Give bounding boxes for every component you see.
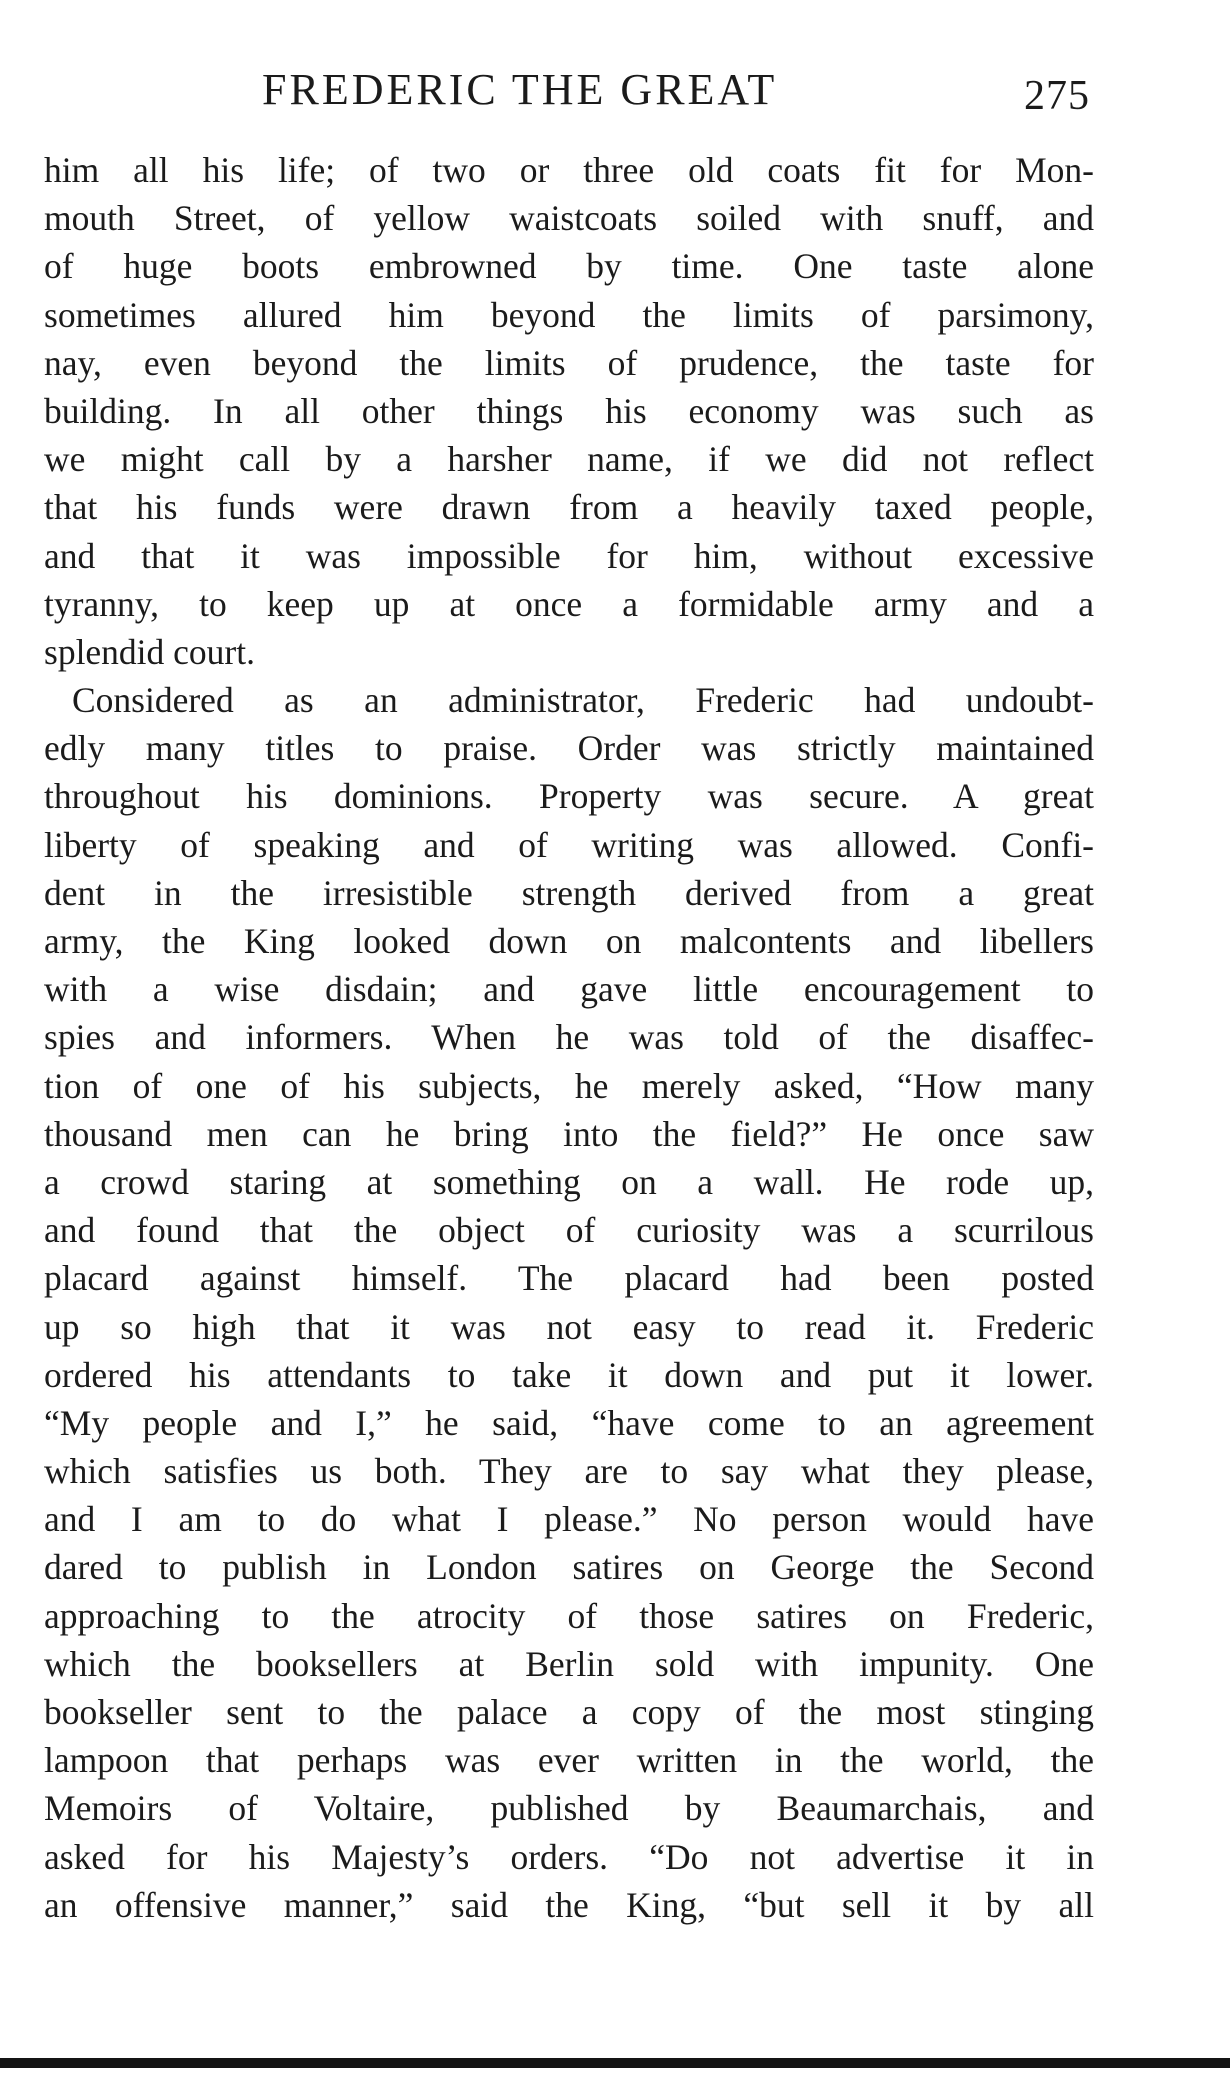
text-line: him all his life; of two or three old coats fit for Mon- xyxy=(44,150,1094,190)
text-line: and found that the object of curiosity was a scurrilous xyxy=(44,1210,1094,1251)
text-line: we might call by a harsher name, if we did not reflect xyxy=(44,439,1094,480)
text-line: which the booksellers at Berlin sold with impunity. One xyxy=(44,1643,1094,1684)
text-line: army, the King looked down on malcontents and libellers xyxy=(44,921,1094,961)
running-head xyxy=(44,62,1094,122)
text-line: and I am to do what I please.” No person would have xyxy=(44,1499,1094,1540)
text-line: approaching to the atrocity of those satires on Frederic, xyxy=(44,1595,1094,1636)
text-line: of huge boots embrowned by time. One taste alone xyxy=(44,246,1094,287)
text-line: mouth Street, of yellow waistcoats soiled with snuff, and xyxy=(44,198,1094,239)
text-line: tyranny, to keep up at once a formidable army and a xyxy=(44,583,1094,624)
text-line: splendid court. xyxy=(44,631,255,672)
text-line: spies and informers. When he was told of the disaffec- xyxy=(44,1017,1094,1058)
text-line: which satisfies us both. They are to say what they please, xyxy=(44,1451,1094,1492)
text-line: bookseller sent to the palace a copy of the most stinging xyxy=(44,1692,1094,1732)
bottom-rule xyxy=(0,2058,1230,2068)
text-line: Considered as an administrator, Frederic had undoubt- xyxy=(72,680,1094,721)
text-line: nay, even beyond the limits of prudence, the taste for xyxy=(44,342,1094,383)
text-line: edly many titles to praise. Order was strictly maintained xyxy=(44,728,1094,769)
text-line: a crowd staring at something on a wall. He rode up, xyxy=(44,1161,1094,1202)
text-line: thousand men can he bring into the field?” He once saw xyxy=(44,1113,1094,1154)
text-line: “My people and I,” he said, “have come to an agreement xyxy=(44,1402,1094,1443)
text-line: an offensive manner,” said the King, “but sell it by all xyxy=(44,1884,1094,1925)
body-text xyxy=(44,146,1094,1929)
text-line: asked for his Majesty’s orders. “Do not advertise it in xyxy=(44,1836,1094,1877)
text-line: placard against himself. The placard had been posted xyxy=(44,1258,1094,1299)
text-line: sometimes allured him beyond the limits of parsimony, xyxy=(44,294,1094,335)
text-line: that his funds were drawn from a heavily taxed people, xyxy=(44,487,1094,528)
running-head-title: FREDERIC THE GREAT xyxy=(262,65,778,114)
page-number: 275 xyxy=(1024,73,1090,119)
text-line: dared to publish in London satires on George the Second xyxy=(44,1547,1094,1588)
text-line: lampoon that perhaps was ever written in the world, the xyxy=(44,1740,1094,1781)
text-line: up so high that it was not easy to read it. Frederic xyxy=(44,1306,1094,1347)
text-line: and that it was impossible for him, without excessive xyxy=(44,535,1094,576)
text-line: ordered his attendants to take it down and put it lower. xyxy=(44,1354,1094,1395)
text-line: tion of one of his subjects, he merely asked, “How many xyxy=(44,1065,1094,1106)
text-line: building. In all other things his economy was such as xyxy=(44,390,1094,431)
text-line: throughout his dominions. Property was secure. A great xyxy=(44,776,1094,817)
text-line: Memoirs of Voltaire, published by Beaumarchais, and xyxy=(44,1788,1094,1829)
text-line: dent in the irresistible strength derived from a great xyxy=(44,872,1094,913)
text-line: liberty of speaking and of writing was allowed. Confi- xyxy=(44,824,1094,865)
text-line: with a wise disdain; and gave little encouragement to xyxy=(44,969,1094,1010)
